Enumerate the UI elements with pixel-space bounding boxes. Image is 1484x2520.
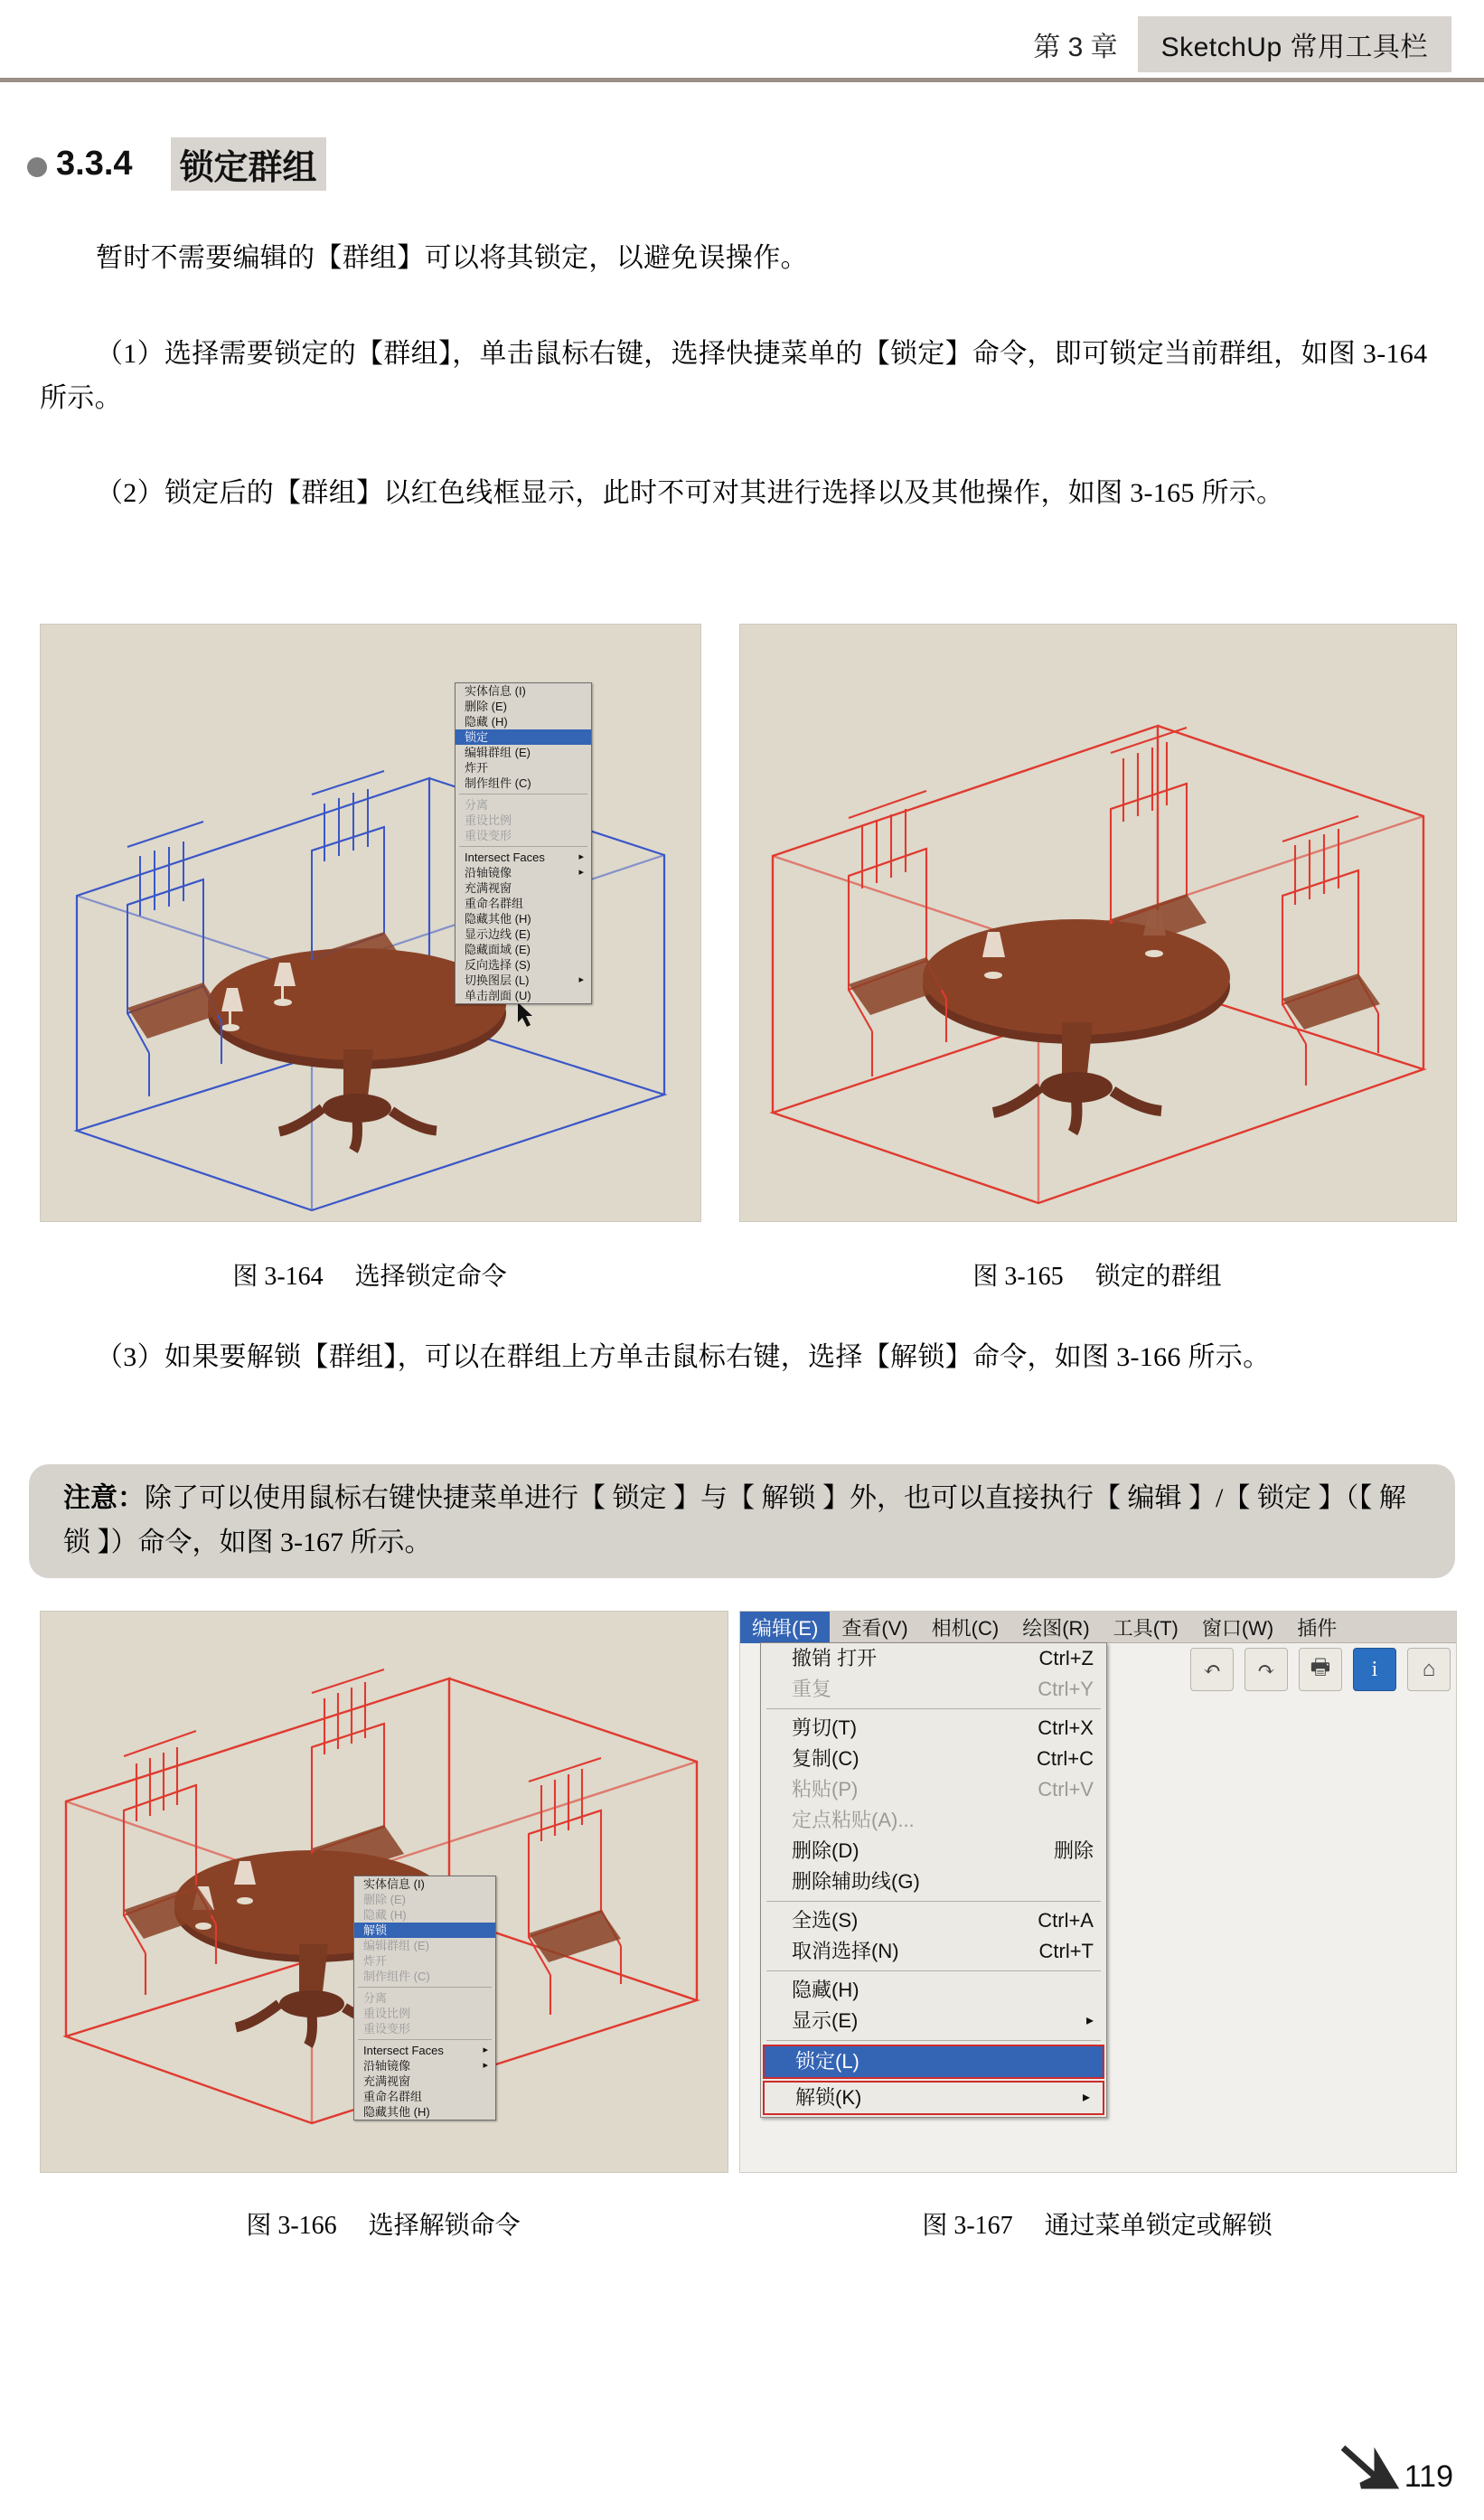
menu-item-label: 沿轴镜像 bbox=[465, 866, 512, 879]
section-number: 3.3.4 bbox=[56, 145, 133, 183]
menu-separator bbox=[358, 2039, 492, 2040]
menu-item-edit-group: 编辑群组 (E) bbox=[363, 1939, 429, 1952]
figure-3-166 bbox=[40, 1611, 728, 2173]
menu-item-shortcut: Ctrl+C bbox=[1037, 1747, 1094, 1770]
section-heading bbox=[27, 137, 326, 191]
figure-3-165-caption bbox=[739, 1256, 1455, 1293]
menu-item-intersect-faces[interactable] bbox=[456, 850, 591, 865]
menu-item-unhide[interactable] bbox=[761, 2006, 1106, 2036]
paragraph-step-3: （3）如果要解锁【群组】，可以在群组上方单击鼠标右键，选择【解锁】命令，如图 3-166 所示。 bbox=[96, 1342, 1271, 1372]
menu-item-unlock[interactable]: 解锁 bbox=[354, 1923, 495, 1938]
menu-item-label: 沿轴镜像 bbox=[363, 2059, 411, 2073]
context-menu-unlock[interactable] bbox=[353, 1876, 496, 2120]
menubar-plugins[interactable]: 插件 bbox=[1297, 1616, 1338, 1640]
menubar-view[interactable]: 查看(V) bbox=[841, 1616, 908, 1640]
menu-item-explode: 炸开 bbox=[363, 1954, 388, 1968]
figure-3-166-caption-number: 图 3-166 bbox=[246, 2212, 337, 2240]
figure-3-166-caption bbox=[40, 2205, 727, 2242]
print-icon[interactable]: 🖶 bbox=[1299, 1648, 1342, 1691]
undo-icon[interactable]: ↶ bbox=[1190, 1648, 1234, 1691]
context-menu-lock[interactable] bbox=[455, 682, 592, 1004]
menu-separator bbox=[358, 1987, 492, 1988]
menu-separator bbox=[459, 846, 587, 847]
menu-item-undo[interactable] bbox=[761, 1643, 1106, 1674]
redo-icon[interactable]: ↷ bbox=[1244, 1648, 1288, 1691]
menu-item-label: 取消选择(N) bbox=[792, 1940, 899, 1962]
menu-item-reset-skew: 重设变形 bbox=[465, 829, 512, 842]
menu-item-lock[interactable]: 锁定 bbox=[456, 729, 591, 745]
note-label: 注意： bbox=[63, 1483, 145, 1513]
figure-3-164-caption bbox=[40, 1256, 700, 1293]
figure-3-165 bbox=[739, 624, 1457, 1222]
chevron-right-icon: ▸ bbox=[1085, 2013, 1094, 2028]
menu-item-label: 重复 bbox=[792, 1678, 832, 1700]
page-number: 119 bbox=[1404, 2459, 1453, 2494]
figure-3-164-scene bbox=[41, 625, 700, 1221]
menu-item-hide[interactable] bbox=[761, 1975, 1106, 2006]
paragraph-step-2: （2）锁定后的【群组】以红色线框显示，此时不可对其进行选择以及其他操作，如图 3-165 所示。 bbox=[96, 478, 1284, 508]
menu-item-lock[interactable] bbox=[763, 2045, 1104, 2079]
menu-item-redo bbox=[761, 1674, 1106, 1705]
menu-item-rename-group[interactable]: 重命名群组 bbox=[465, 897, 524, 910]
figure-3-167-caption-text: 通过菜单锁定或解锁 bbox=[1044, 2212, 1273, 2240]
menu-item-make-component: 制作组件 (C) bbox=[363, 1970, 430, 1983]
corner-arrow-icon bbox=[1338, 2439, 1401, 2493]
menu-item-label: 切换图层 (L) bbox=[465, 973, 530, 987]
menu-item-intersect-faces[interactable] bbox=[354, 2043, 495, 2058]
menu-item-hide: 隐藏 (H) bbox=[363, 1908, 407, 1922]
menu-item-rename-group[interactable]: 重命名群组 bbox=[363, 2090, 423, 2103]
menu-item-make-component[interactable]: 制作组件 (C) bbox=[465, 776, 531, 790]
menu-item-shortcut: Ctrl+Z bbox=[1038, 1647, 1094, 1669]
home-icon[interactable]: ⌂ bbox=[1407, 1648, 1451, 1691]
menubar-camera[interactable]: 相机(C) bbox=[931, 1616, 1000, 1640]
menu-item-separate: 分离 bbox=[465, 798, 489, 812]
menu-item-label: 撤销 打开 bbox=[792, 1647, 878, 1669]
figure-3-164-caption-text: 选择锁定命令 bbox=[354, 1263, 507, 1291]
menu-item-reset-scale: 重设比例 bbox=[465, 813, 512, 827]
info-icon[interactable]: i bbox=[1353, 1648, 1396, 1691]
edit-dropdown-menu[interactable] bbox=[760, 1642, 1107, 2118]
menu-item-shortcut: Ctrl+T bbox=[1038, 1940, 1094, 1962]
menu-item-label: 删除辅助线(G) bbox=[792, 1870, 920, 1893]
menu-item-copy[interactable] bbox=[761, 1744, 1106, 1774]
figure-3-165-caption-text: 锁定的群组 bbox=[1094, 1263, 1222, 1291]
menu-item-unlock[interactable] bbox=[763, 2081, 1104, 2115]
menu-item-label: 显示(E) bbox=[792, 2009, 859, 2032]
menu-item-delete[interactable]: 删除 (E) bbox=[465, 700, 507, 713]
menubar-draw[interactable]: 绘图(R) bbox=[1022, 1616, 1090, 1640]
menu-item-label: 复制(C) bbox=[792, 1747, 859, 1770]
menu-item-label: 粘贴(P) bbox=[792, 1778, 859, 1801]
menu-item-reset-scale: 重设比例 bbox=[363, 2007, 411, 2020]
menu-item-entity-info[interactable]: 实体信息 (I) bbox=[363, 1877, 425, 1891]
figure-3-164-caption-number: 图 3-164 bbox=[232, 1263, 324, 1291]
menubar-window[interactable]: 窗口(W) bbox=[1201, 1616, 1274, 1640]
menu-item-flip-along[interactable] bbox=[456, 865, 591, 880]
menu-item-switch-layer[interactable] bbox=[456, 973, 591, 988]
menu-item-hide-rest[interactable]: 隐藏其他 (H) bbox=[363, 2105, 430, 2119]
menu-item-edit-group[interactable]: 编辑群组 (E) bbox=[465, 746, 531, 759]
header-divider bbox=[0, 78, 1484, 82]
header-title: SketchUp 常用工具栏 bbox=[1138, 16, 1451, 72]
menu-item-shortcut: Ctrl+V bbox=[1038, 1778, 1094, 1801]
menu-item-zoom-extents[interactable]: 充满视窗 bbox=[465, 881, 512, 895]
menu-separator bbox=[766, 1901, 1101, 1902]
chevron-right-icon: ▸ bbox=[578, 974, 584, 985]
menu-item-hide[interactable]: 隐藏 (H) bbox=[465, 715, 508, 729]
figure-3-164 bbox=[40, 624, 701, 1222]
menu-item-delete[interactable] bbox=[761, 1836, 1106, 1866]
menu-item-reset-skew: 重设变形 bbox=[363, 2022, 411, 2036]
menu-item-separate: 分离 bbox=[363, 1991, 388, 2005]
menu-item-show-edges[interactable]: 显示边线 (E) bbox=[465, 927, 531, 941]
chevron-right-icon: ▸ bbox=[578, 867, 584, 878]
figure-3-165-caption-number: 图 3-165 bbox=[972, 1263, 1064, 1291]
menu-separator bbox=[766, 1970, 1101, 1971]
chevron-right-icon: ▸ bbox=[578, 851, 584, 862]
menu-separator bbox=[766, 1708, 1101, 1709]
toolbar-icons[interactable] bbox=[1190, 1648, 1451, 1691]
menu-item-entity-info[interactable]: 实体信息 (I) bbox=[465, 684, 526, 698]
chevron-right-icon: ▸ bbox=[483, 2060, 488, 2071]
menu-item-label: 隐藏(H) bbox=[792, 1979, 859, 2001]
menu-item-hide-rest[interactable]: 隐藏其他 (H) bbox=[465, 912, 531, 926]
menu-item-label: 锁定(L) bbox=[795, 2050, 859, 2073]
note-text bbox=[63, 1477, 1428, 1565]
figure-3-165-scene bbox=[740, 625, 1456, 1221]
menu-separator bbox=[459, 794, 587, 795]
menu-item-hide-faces[interactable]: 隐藏面域 (E) bbox=[465, 943, 531, 956]
figure-3-167-caption-number: 图 3-167 bbox=[922, 2212, 1013, 2240]
sketchup-menubar[interactable] bbox=[740, 1612, 1456, 1643]
menu-item-label: 定点粘贴(A)... bbox=[792, 1809, 915, 1831]
menu-item-paste-in-place bbox=[761, 1805, 1106, 1836]
menu-item-invert-selection[interactable]: 反向选择 (S) bbox=[465, 958, 531, 972]
menu-item-shortcut: Ctrl+A bbox=[1038, 1909, 1094, 1932]
menu-item-cut[interactable] bbox=[761, 1713, 1106, 1744]
menubar-edit[interactable]: 编辑(E) bbox=[740, 1612, 830, 1643]
chapter-number: 第 3 章 bbox=[1033, 33, 1118, 62]
menu-item-label: 剪切(T) bbox=[792, 1716, 858, 1739]
menu-item-shortcut: 删除 bbox=[1053, 1839, 1094, 1862]
menu-item-delete-guides[interactable] bbox=[761, 1866, 1106, 1897]
menu-item-delete: 删除 (E) bbox=[363, 1893, 406, 1906]
section-title: 锁定群组 bbox=[171, 137, 326, 191]
menu-item-explode[interactable]: 炸开 bbox=[465, 761, 489, 775]
menu-item-label: Intersect Faces bbox=[363, 2044, 444, 2057]
figure-3-167-caption bbox=[739, 2205, 1455, 2242]
menubar-tools[interactable]: 工具(T) bbox=[1113, 1616, 1179, 1640]
menu-item-label: Intersect Faces bbox=[465, 851, 545, 864]
note-body: 除了可以使用鼠标右键快捷菜单进行【 锁定 】与【 解锁 】外，也可以直接执行【 编辑 】/【 锁定 】（【 解锁 】）命令，如图 3-167 所示。 bbox=[63, 1483, 1406, 1557]
menu-separator bbox=[766, 2040, 1101, 2041]
menu-item-label: 全选(S) bbox=[792, 1909, 859, 1932]
paragraph-step-1: （1）选择需要锁定的【群组】，单击鼠标右键，选择快捷菜单的【锁定】命令，即可锁定当前群组，如图 3-164 所示。 bbox=[40, 339, 1428, 413]
menu-item-zoom-extents[interactable]: 充满视窗 bbox=[363, 2074, 411, 2088]
paragraph-intro: 暂时不需要编辑的【群组】可以将其锁定，以避免误操作。 bbox=[96, 243, 808, 273]
menu-item-label: 解锁(K) bbox=[795, 2086, 862, 2109]
menu-item-paste bbox=[761, 1774, 1106, 1805]
chevron-right-icon: ▸ bbox=[483, 2045, 488, 2055]
figure-3-166-caption-text: 选择解锁命令 bbox=[368, 2212, 521, 2240]
menu-item-select-all[interactable] bbox=[761, 1905, 1106, 1936]
bullet-dot-icon bbox=[27, 157, 47, 177]
menu-item-label: 删除(D) bbox=[792, 1839, 859, 1862]
figure-3-167 bbox=[739, 1611, 1457, 2173]
menu-item-flip-along[interactable] bbox=[354, 2058, 495, 2073]
chevron-right-icon: ▸ bbox=[1082, 2090, 1090, 2105]
header-right-group bbox=[1033, 16, 1451, 72]
menu-item-shortcut: Ctrl+Y bbox=[1038, 1678, 1094, 1700]
menu-item-select-none[interactable] bbox=[761, 1936, 1106, 1967]
menu-item-shortcut: Ctrl+X bbox=[1038, 1716, 1094, 1739]
page-header bbox=[0, 0, 1484, 83]
menu-item-section-cut[interactable]: 单击剖面 (U) bbox=[465, 989, 531, 1002]
